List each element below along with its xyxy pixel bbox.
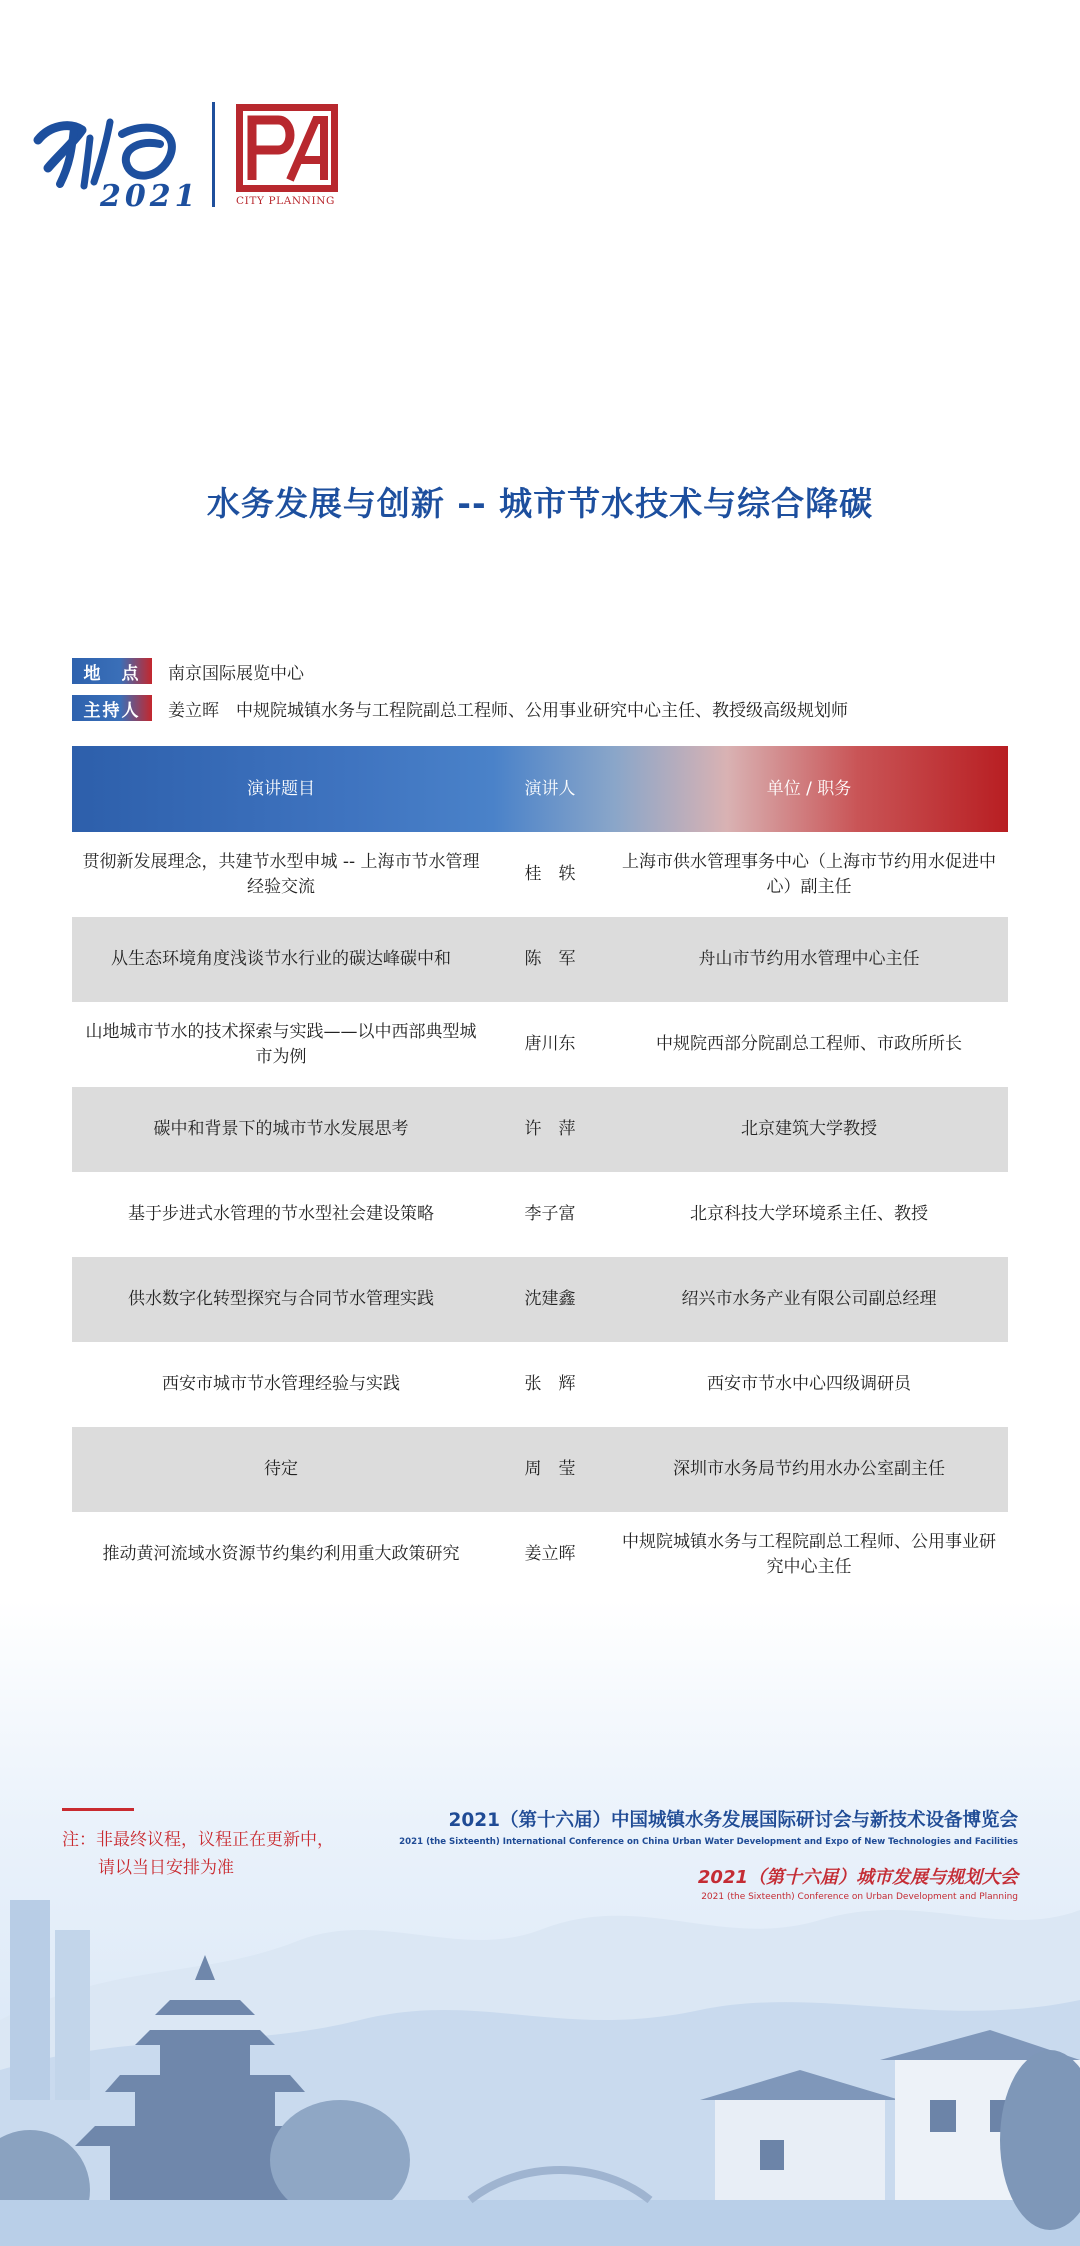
host-label: 主持人 — [72, 695, 152, 721]
table-row — [72, 832, 1008, 917]
conference-calligraphy-logo — [30, 100, 205, 210]
row-topic: 基于步进式水管理的节水型社会建设策略 — [128, 1204, 434, 1224]
row-speaker: 沈建鑫 — [524, 1289, 576, 1309]
host-value: 姜立晖 中规院城镇水务与工程院副总工程师、公用事业研究中心主任、教授级高级规划师 — [168, 700, 848, 721]
row-speaker: 张 辉 — [524, 1374, 576, 1394]
session-title: 水务发展与创新 -- 城市节水技术与综合降碳 — [206, 484, 874, 523]
row-speaker: 周 莹 — [524, 1459, 576, 1479]
conference-info — [399, 1806, 1018, 1902]
row-speaker: 陈 军 — [524, 949, 576, 969]
nanjing-cityscape-backdrop — [0, 1600, 1080, 2246]
row-topic: 推动黄河流域水资源节约集约利用重大政策研究 — [102, 1544, 460, 1564]
table-row — [72, 1002, 1008, 1087]
city-planning-logo — [236, 104, 338, 192]
row-unit: 中规院城镇水务与工程院副总工程师、公用事业研究中心主任 — [622, 1531, 996, 1577]
row-topic: 从生态环境角度浅谈节水行业的碳达峰碳中和 — [111, 949, 451, 969]
table-row — [72, 1427, 1008, 1512]
row-topic: 山地城市节水的技术探索与实践——以中西部典型城市为例 — [85, 1021, 477, 1067]
row-unit: 中规院西部分院副总工程师、市政所所长 — [656, 1034, 962, 1054]
row-topic: 供水数字化转型探究与合同节水管理实践 — [128, 1289, 434, 1309]
row-speaker: 许 萍 — [524, 1119, 576, 1139]
row-topic: 待定 — [264, 1459, 298, 1479]
header-speaker: 演讲人 — [524, 778, 576, 799]
city-planning-caption: CITY PLANNING — [236, 195, 335, 207]
venue-label: 地 点 — [72, 658, 152, 684]
row-topic: 贯彻新发展理念，共建节水型申城 -- 上海市节水管理经验交流 — [82, 851, 480, 897]
row-speaker: 李子富 — [524, 1204, 576, 1224]
table-row — [72, 1087, 1008, 1172]
row-topic: 西安市城市节水管理经验与实践 — [162, 1374, 400, 1394]
logo-year: 2021 — [100, 179, 200, 210]
note-line-2: 请以当日安排为准 — [98, 1858, 234, 1878]
table-header — [72, 746, 1008, 832]
row-topic: 碳中和背景下的城市节水发展思考 — [153, 1119, 409, 1139]
note-divider — [62, 1808, 134, 1811]
conference-sub-title: 2021（第十六届）城市发展与规划大会 — [697, 1867, 1018, 1888]
table-row — [72, 1342, 1008, 1427]
row-unit: 舟山市节约用水管理中心主任 — [698, 949, 920, 969]
logo-divider — [212, 102, 215, 207]
host-row — [72, 695, 848, 721]
row-speaker: 桂 轶 — [524, 864, 576, 884]
header-topic: 演讲题目 — [247, 778, 315, 799]
note-line-1: 注：非最终议程，议程正在更新中， — [62, 1830, 334, 1850]
table-row — [72, 1257, 1008, 1342]
conference-main-title-en: 2021 (the Sixteenth) International Conference on China Urban Water Development and Expo of New Technologies and Facilities — [399, 1837, 1018, 1847]
row-speaker: 姜立晖 — [524, 1544, 576, 1564]
header-unit: 单位 / 职务 — [766, 778, 852, 799]
venue-row — [72, 658, 304, 684]
table-row — [72, 1512, 1008, 1597]
row-unit: 绍兴市水务产业有限公司副总经理 — [681, 1289, 937, 1309]
row-unit: 上海市供水管理事务中心（上海市节约用水促进中心）副主任 — [622, 851, 996, 897]
venue-value: 南京国际展览中心 — [168, 663, 304, 684]
row-unit: 西安市节水中心四级调研员 — [707, 1374, 911, 1394]
row-unit: 深圳市水务局节约用水办公室副主任 — [673, 1459, 945, 1479]
conference-main-title: 2021（第十六届）中国城镇水务发展国际研讨会与新技术设备博览会 — [448, 1810, 1018, 1831]
table-row — [72, 917, 1008, 1002]
table-row — [72, 1172, 1008, 1257]
row-unit: 北京建筑大学教授 — [741, 1119, 877, 1139]
row-speaker: 唐川东 — [524, 1034, 576, 1054]
agenda-note — [62, 1826, 334, 1882]
conference-sub-title-en: 2021 (the Sixteenth) Conference on Urban Development and Planning — [701, 1892, 1018, 1902]
row-unit: 北京科技大学环境系主任、教授 — [690, 1204, 928, 1224]
agenda-table — [72, 746, 1008, 1621]
